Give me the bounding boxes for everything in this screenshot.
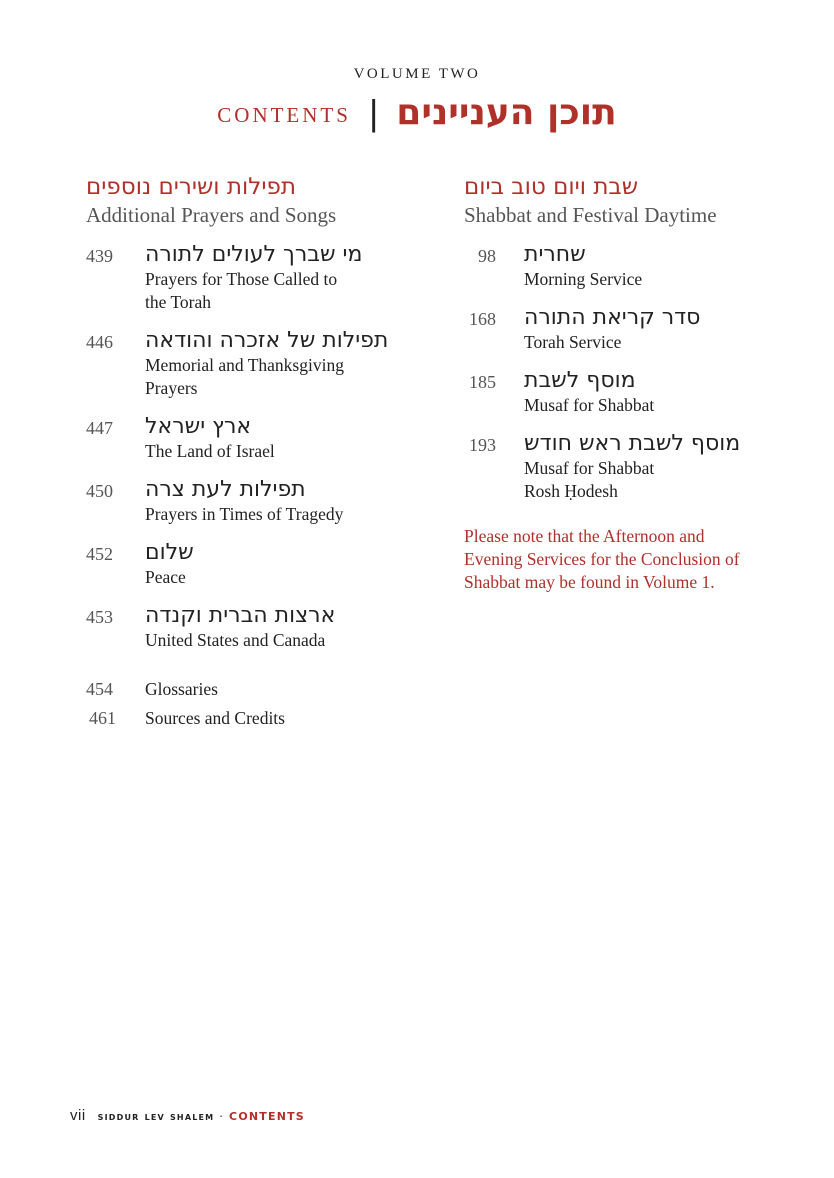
toc-entry[interactable] bbox=[86, 678, 426, 707]
footer-page-number: vii bbox=[70, 1107, 86, 1124]
toc-entry[interactable] bbox=[86, 707, 426, 736]
page-number: 452 bbox=[86, 544, 113, 564]
page-number: 447 bbox=[86, 418, 113, 438]
entry-title-english: Peace bbox=[145, 567, 186, 587]
entry-title-hebrew: שחרית bbox=[524, 242, 586, 267]
entry-title-english: United States and Canada bbox=[145, 630, 326, 650]
toc-entry[interactable] bbox=[86, 242, 426, 314]
page-number: 98 bbox=[478, 246, 496, 266]
toc-entry[interactable] bbox=[86, 477, 426, 526]
left-column bbox=[86, 172, 426, 736]
footer-section-title: CONTENTS bbox=[229, 1110, 305, 1123]
entry-title-english: Morning Service bbox=[524, 269, 643, 289]
toc-entry[interactable] bbox=[464, 242, 784, 291]
page-number: 446 bbox=[86, 332, 113, 352]
right-column bbox=[464, 172, 784, 594]
entry-title-hebrew: ארצות הברית וקנדה bbox=[145, 603, 336, 628]
entry-title-hebrew: שלום bbox=[145, 540, 194, 565]
page-number: 168 bbox=[469, 309, 496, 329]
footer-book-title: siddur lev shalem bbox=[97, 1110, 215, 1123]
entry-title-english: Memorial and Thanksgiving Prayers bbox=[145, 355, 344, 398]
toc-entry[interactable] bbox=[464, 368, 784, 417]
title-hebrew: תוכן העניינים bbox=[396, 92, 617, 133]
footer-separator: · bbox=[219, 1110, 225, 1123]
section-heading-english: Shabbat and Festival Daytime bbox=[464, 203, 717, 227]
entry-title-hebrew: מוסף לשבת bbox=[524, 368, 636, 393]
toc-entry[interactable] bbox=[86, 414, 426, 463]
page-number: 450 bbox=[86, 481, 113, 501]
entry-title-hebrew: תפילות לעת צרה bbox=[145, 477, 306, 502]
toc-entry[interactable] bbox=[86, 603, 426, 652]
entry-title-english: The Land of Israel bbox=[145, 441, 275, 461]
appendix-list bbox=[86, 678, 426, 736]
entry-title-english: Glossaries bbox=[145, 679, 218, 699]
entry-title-hebrew: ארץ ישראל bbox=[145, 414, 252, 439]
section-heading-hebrew: תפילות ושירים נוספים bbox=[86, 174, 296, 200]
page-number: 439 bbox=[86, 246, 113, 266]
entry-title-english: Prayers for Those Called to the Torah bbox=[145, 269, 338, 312]
volume-note: Please note that the Afternoon and Evening Services for the Conclusion of Shabbat may be found in Volume 1. bbox=[464, 526, 740, 592]
title-separator: | bbox=[368, 91, 379, 133]
title-english: contents bbox=[217, 95, 351, 129]
volume-label: VOLUME TWO bbox=[353, 66, 481, 82]
page-number: 461 bbox=[89, 708, 116, 728]
section-heading-hebrew: שבת ויום טוב ביום bbox=[464, 174, 639, 200]
entry-title-hebrew: תפילות של אזכרה והודאה bbox=[145, 328, 389, 353]
page-number: 193 bbox=[469, 435, 496, 455]
toc-entry[interactable] bbox=[86, 328, 426, 400]
page-number: 454 bbox=[86, 679, 113, 699]
entry-title-hebrew: מי שברך לעולים לתורה bbox=[145, 242, 363, 267]
toc-entry[interactable] bbox=[86, 540, 426, 589]
entry-title-english: Musaf for Shabbat bbox=[524, 395, 655, 415]
page-title bbox=[0, 92, 834, 133]
page-footer bbox=[70, 1107, 305, 1124]
entry-title-english: Prayers in Times of Tragedy bbox=[145, 504, 344, 524]
entry-title-hebrew: מוסף לשבת ראש חודש bbox=[524, 431, 741, 456]
section-heading-english: Additional Prayers and Songs bbox=[86, 203, 337, 227]
entry-title-hebrew: סדר קריאת התורה bbox=[524, 305, 701, 330]
entry-title-english: Sources and Credits bbox=[145, 708, 285, 728]
toc-entry[interactable] bbox=[464, 305, 784, 354]
entry-title-english: Torah Service bbox=[524, 332, 622, 352]
page-number: 185 bbox=[469, 372, 496, 392]
page-number: 453 bbox=[86, 607, 113, 627]
entry-title-english: Musaf for Shabbat Rosh Ḥodesh bbox=[524, 458, 655, 501]
toc-entry[interactable] bbox=[464, 431, 784, 503]
